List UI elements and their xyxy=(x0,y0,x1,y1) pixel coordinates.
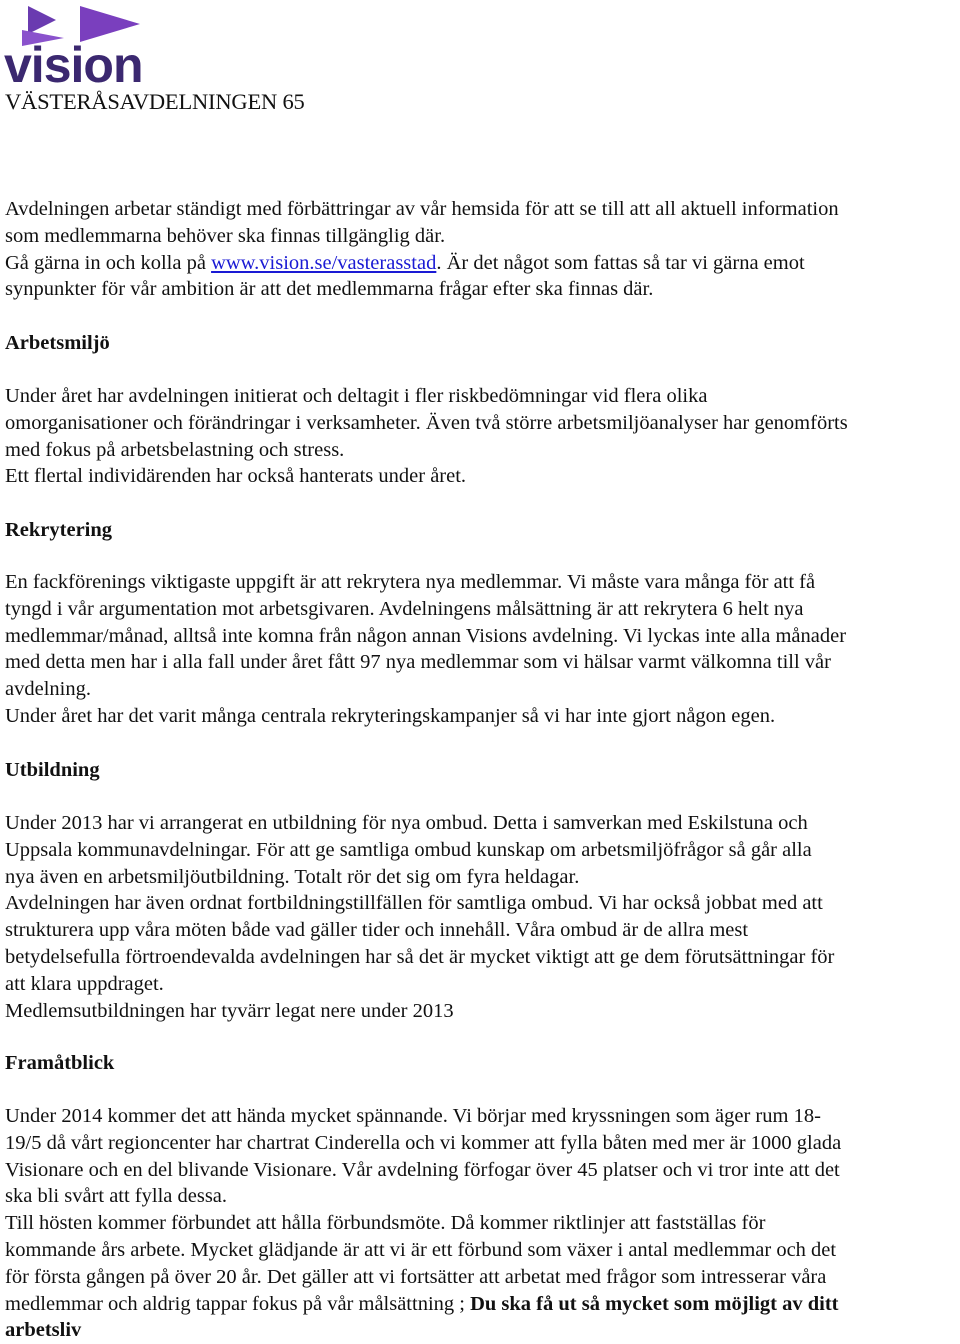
heading-utbildning: Utbildning xyxy=(5,759,100,781)
organization-title: VÄSTERÅSAVDELNINGEN 65 xyxy=(5,89,305,114)
framatblick-line-3: Visionare och en del blivande Visionare. Vår avdelning förfogar över 45 platser och vi tror inte att det xyxy=(5,1158,840,1181)
utbildning-line-3: nya även en arbetsmiljöutbildning. Totalt rör det sig om fyra heldagar. xyxy=(5,865,580,888)
intro-line-3 xyxy=(5,250,960,277)
utbildning-line-5: strukturera upp våra möten både vad gäller tider och innehåll. Våra ombud är de allra mest xyxy=(5,919,749,942)
heading-arbetsmiljo: Arbetsmiljö xyxy=(5,332,110,354)
arbetsmiljo-paragraph xyxy=(5,383,960,490)
arbetsmiljo-line-3: med fokus på arbetsbelastning och stress. xyxy=(5,438,345,461)
framatblick-line-8-bold: Du ska få ut så mycket som möjligt av ditt xyxy=(470,1292,839,1315)
framatblick-line-4: ska bli svårt att fylla dessa. xyxy=(5,1185,228,1208)
logo-wordmark: vision xyxy=(4,37,143,84)
rekrytering-line-3: medlemmar/månad, alltså inte komna från någon annan Visions avdelning. Vi lyckas inte alla månader xyxy=(5,624,847,647)
intro-line-3-prefix: Gå gärna in och kolla på xyxy=(5,251,212,274)
intro-line-4: synpunkter för vår ambition är att det medlemmarna frågar efter ska finnas där. xyxy=(5,278,654,301)
framatblick-line-5: Till hösten kommer förbundet att hålla förbundsmöte. Då kommer riktlinjer att fastställas för xyxy=(5,1212,766,1235)
utbildning-line-4: Avdelningen har även ordnat fortbildningstillfällen för samtliga ombud. Vi har också jobbat med att xyxy=(5,892,823,915)
framatblick-line-8 xyxy=(5,1291,960,1318)
logo-arrow-shape xyxy=(28,6,56,34)
utbildning-line-6: betydelsefulla förtroendevalda avdelningen har så det är mycket viktigt att ge dem förutsättningar för xyxy=(5,945,835,968)
rekrytering-line-1: En fackförenings viktigaste uppgift är att rekrytera nya medlemmar. Vi måste vara många för att få xyxy=(5,571,816,593)
heading-framatblick: Framåtblick xyxy=(5,1052,115,1074)
vision-logo xyxy=(4,4,194,84)
framatblick-line-7: för första gången på över 20 år. Det gäller att vi fortsätter att arbetat med frågor som intresserar våra xyxy=(5,1265,827,1288)
intro-paragraph xyxy=(5,196,960,303)
rekrytering-line-5: avdelning. xyxy=(5,678,91,701)
rekrytering-line-4: med detta men har i alla fall under året fått 97 nya medlemmar som vi hälsar varmt välkomna till vår xyxy=(5,651,831,674)
rekrytering-line-2: tyngd i vår argumentation mot arbetsgivaren. Avdelningens målsättning är att rekrytera 6 helt nya xyxy=(5,597,804,620)
utbildning-line-2: Uppsala kommunavdelningar. För att ge samtliga ombud kunskap om arbetsmiljöfrågor så går alla xyxy=(5,838,812,861)
framatblick-line-1: Under 2014 kommer det att hända mycket spännande. Vi börjar med kryssningen som äger rum 18- xyxy=(5,1105,821,1127)
intro-line-3-suffix: . Är det något som fattas så tar vi gärna emot xyxy=(436,251,805,274)
framatblick-line-8-prefix: medlemmar och aldrig tappar fokus på vår målsättning ; xyxy=(5,1292,471,1315)
framatblick-line-2: 19/5 då vårt regioncenter har chartrat Cinderella och vi kommer att fylla båten med mer är 1000 glada xyxy=(5,1131,842,1154)
framatblick-paragraph xyxy=(5,1103,960,1344)
utbildning-paragraph xyxy=(5,810,960,1024)
rekrytering-paragraph xyxy=(5,569,960,730)
utbildning-line-1: Under 2013 har vi arrangerat en utbildning för nya ombud. Detta i samverkan med Eskilstuna och xyxy=(5,812,808,834)
rekrytering-line-6: Under året har det varit många centrala rekryteringskampanjer så vi har inte gjort någon egen. xyxy=(5,704,776,727)
arbetsmiljo-line-1: Under året har avdelningen initierat och deltagit i fler riskbedömningar vid flera olika xyxy=(5,385,708,407)
framatblick-final-bold-line: arbetsliv xyxy=(5,1319,82,1342)
heading-rekrytering: Rekrytering xyxy=(5,519,113,541)
framatblick-line-6: kommande års arbete. Mycket glädjande är att vi är ett förbund som växer i antal medlemmar och det xyxy=(5,1238,837,1261)
arbetsmiljo-line-2: omorganisationer och förändringar i verksamheter. Även två större arbetsmiljöanalyser har genomförts xyxy=(5,411,848,434)
arbetsmiljo-line-4: Ett flertal individärenden har också hanterats under året. xyxy=(5,465,467,488)
intro-line-2: som medlemmarna behöver ska finnas tillgänglig där. xyxy=(5,224,446,247)
utbildning-line-7: att klara uppdraget. xyxy=(5,972,164,995)
website-link[interactable]: www.vision.se/vasterasstad xyxy=(211,251,437,274)
intro-line-1: Avdelningen arbetar ständigt med förbättringar av vår hemsida för att se till att all aktuell information xyxy=(5,198,839,220)
utbildning-line-8: Medlemsutbildningen har tyvärr legat nere under 2013 xyxy=(5,999,454,1022)
